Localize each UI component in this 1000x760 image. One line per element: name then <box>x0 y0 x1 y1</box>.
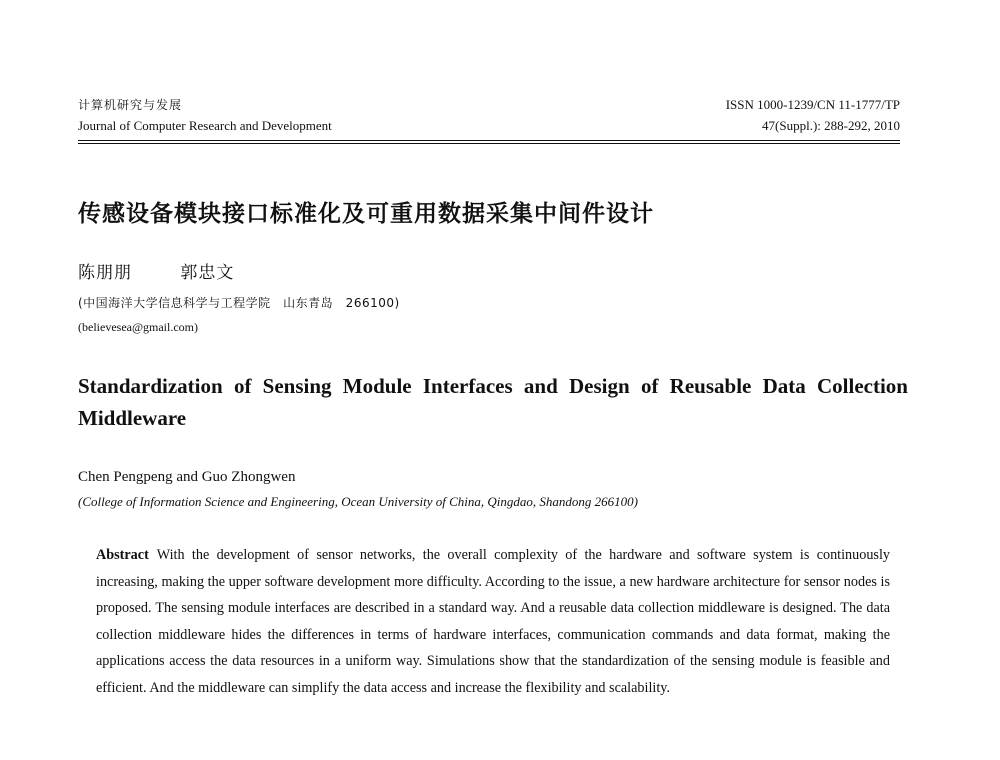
journal-name-chinese: 计算机研究与发展 <box>78 98 183 112</box>
chinese-author: 陈朋朋 <box>78 263 132 283</box>
chinese-authors <box>78 262 578 284</box>
english-authors: Chen Pengpeng and Guo Zhongwen <box>78 469 296 485</box>
english-affiliation: (College of Information Science and Engineering, Ocean University of China, Qingdao, Shandong 266100) <box>78 494 638 509</box>
journal-meta-block <box>540 96 900 134</box>
chinese-title: 传感设备模块接口标准化及可重用数据采集中间件设计 <box>78 201 654 227</box>
journal-name-english: Journal of Computer Research and Development <box>78 118 332 133</box>
chinese-author: 郭忠文 <box>180 263 235 283</box>
header-rule-thick <box>78 140 900 141</box>
abstract <box>96 542 890 702</box>
header-rule-thin <box>78 143 900 144</box>
journal-name-block <box>78 96 498 134</box>
issn-line: ISSN 1000-1239/CN 11-1777/TP <box>725 97 900 112</box>
journal-header <box>78 96 900 142</box>
abstract-label: Abstract <box>96 547 149 563</box>
volume-pages-line: 47(Suppl.): 288-292, 2010 <box>762 118 900 133</box>
chinese-affiliation: (中国海洋大学信息科学与工程学院 山东青岛 266100) <box>78 296 400 310</box>
abstract-text: With the development of sensor networks, the overall complexity of the hardware and software system is continuously increasing, making the upper software development more difficulty. According to the issue, a new hardware architecture for sensor nodes is proposed. The sensing module interfaces are described in a standard way. And a reusable data collection middleware is designed. The data collection middleware hides the differences in terms of hardware interfaces, communication commands and data format, making the applications access the data resources in a uniform way. Simulations show that the standardization of the sensing module is feasible and efficient. And the middleware can simplify the data access and increase the flexibility and scalability. <box>96 547 890 696</box>
author-email: (believesea@gmail.com) <box>78 320 198 334</box>
english-title: Standardization of Sensing Module Interfaces and Design of Reusable Data Collection Middleware <box>78 374 908 430</box>
